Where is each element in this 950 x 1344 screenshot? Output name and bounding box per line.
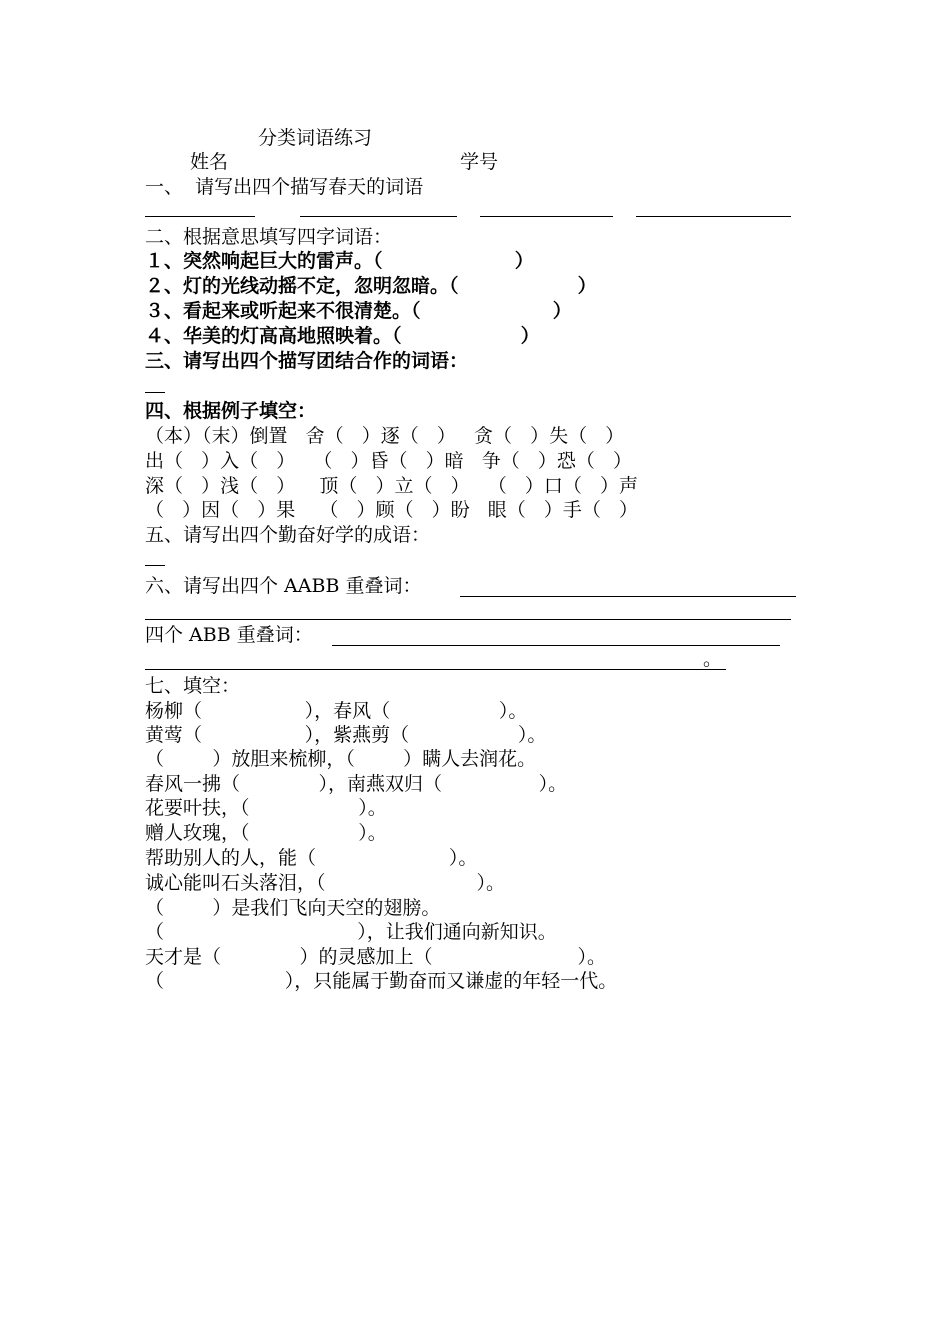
fill-line: 春风一拂（ ），南燕双归（ ）。 (145, 773, 568, 795)
blank-line (460, 596, 796, 597)
section2-heading: 二、根据意思填写四字词语： (145, 226, 393, 248)
fill-line: 赠人玫瑰，（ ）。 (145, 822, 387, 844)
section6-aabb-label: 六、请写出四个 AABB 重叠词： (145, 575, 422, 597)
blank-line (300, 216, 457, 217)
section2-item: １、突然响起巨大的雷声。（ ） (145, 250, 534, 272)
fill-line: 花要叶扶，（ ）。 (145, 797, 387, 819)
section5-heading: 五、请写出四个勤奋好学的成语： (145, 524, 431, 546)
blank-line (480, 216, 613, 217)
blank-line (332, 645, 780, 646)
fill-line: 帮助别人的人，能（ ）。 (145, 847, 478, 869)
section7-heading: 七、填空： (145, 675, 241, 697)
section4-row: （ ）因（ ）果 （ ）顾（ ）盼 眼（ ）手（ ） (145, 499, 638, 521)
fill-line: （ ）是我们飞向天空的翅膀。 (145, 897, 441, 919)
fill-line: 杨柳（ ），春风（ ）。 (145, 700, 528, 722)
fill-line: 天才是（ ）的灵感加上（ ）。 (145, 946, 606, 968)
blank-line (636, 216, 791, 217)
section4-row: 深（ ）浅（ ） 顶（ ）立（ ） （ ）口（ ）声 (145, 475, 638, 497)
section6-abb-label: 四个 ABB 重叠词： (145, 624, 313, 646)
blank-line (145, 392, 165, 393)
student-id-label: 学号 (460, 151, 499, 173)
blank-line (145, 669, 726, 670)
fill-line: （ ）放胆来梳柳，（ ）瞒人去润花。 (145, 748, 537, 770)
section2-item: ３、看起来或听起来不很清楚。（ ） (145, 300, 572, 322)
section3-heading: 三、请写出四个描写团结合作的词语： (145, 350, 469, 372)
blank-line (145, 565, 165, 566)
section4-heading: 四、根据例子填空： (145, 400, 317, 422)
blank-line (145, 216, 255, 217)
fill-line: 黄莺（ ），紫燕剪（ ）。 (145, 724, 547, 746)
section2-item: ４、华美的灯高高地照映着。（ ） (145, 325, 540, 347)
blank-line (145, 619, 791, 620)
fill-line: （ ），让我们通向新知识。 (145, 921, 557, 943)
section2-item: ２、灯的光线动摇不定，忽明忽暗。（ ） (145, 275, 597, 297)
name-label: 姓名 (190, 151, 229, 173)
section4-row: 出（ ）入（ ） （ ）昏（ ）暗 争（ ）恐（ ） (145, 450, 632, 472)
section4-row: （本）（末）倒置 舍（ ）逐（ ） 贪（ ）失（ ） (145, 425, 625, 447)
section1-heading: 一、 请写出四个描写春天的词语 (145, 176, 424, 198)
fill-line: 诚心能叫石头落泪，（ ）。 (145, 872, 505, 894)
page-title: 分类词语练习 (258, 127, 373, 149)
end-mark: 。 (703, 648, 723, 670)
fill-line: （ ），只能属于勤奋而又谦虚的年轻一代。 (145, 970, 618, 992)
